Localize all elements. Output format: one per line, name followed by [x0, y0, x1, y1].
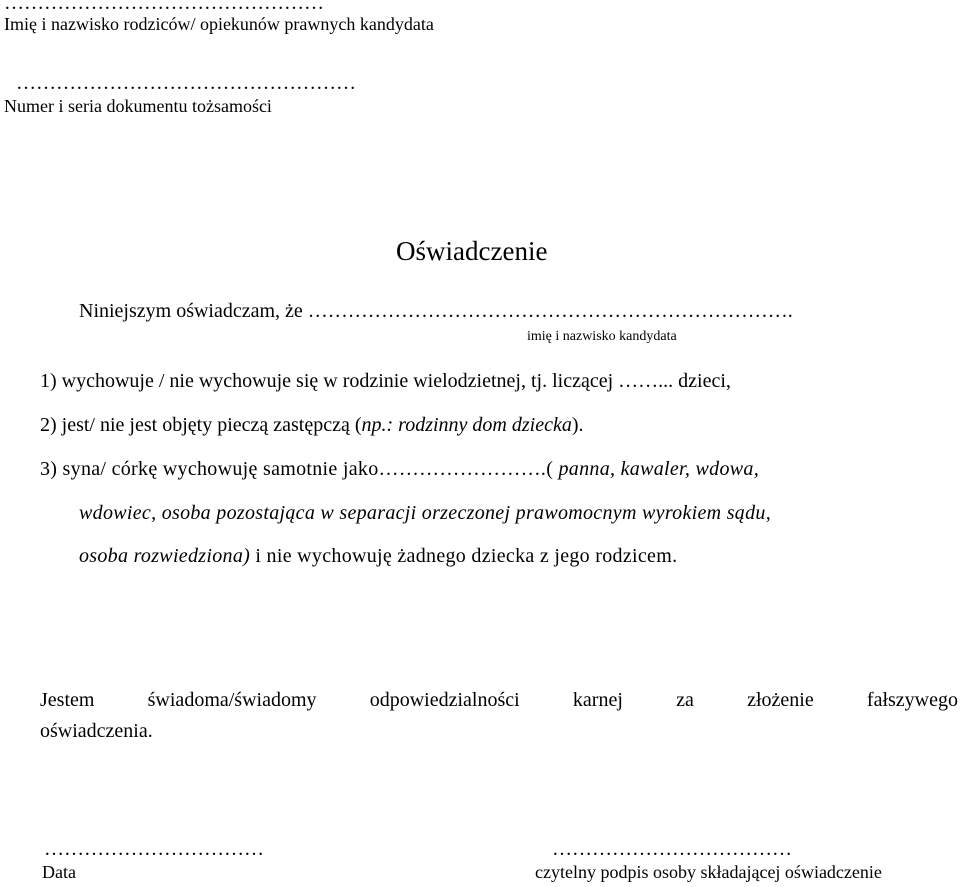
responsibility-line-1-text: Jestem świadoma/świadomy odpowiedzialności karnej za złożenie fałszywego [40, 689, 958, 711]
document-label: Numer i seria dokumentu tożsamości [4, 96, 272, 116]
item-3-line-3-italic: osoba rozwiedziona) [79, 545, 251, 567]
item-2-prefix: 2) jest/ nie jest objęty pieczą zastępczą ( [40, 414, 362, 436]
signature-dots: ……………………………… [552, 838, 792, 860]
date-dots: …………………………… [44, 838, 264, 860]
declaration-intro: Niniejszym oświadczam, że ………………………………………………………………. [79, 300, 793, 322]
item-3-line-3-rest: i nie wychowuję żadnego dziecka z jego rodzicem. [250, 545, 678, 567]
item-3-line-3 [79, 545, 677, 568]
signature-label: czytelny podpis osoby składającej oświadczenie [535, 862, 882, 882]
parents-label: Imię i nazwisko rodziców/ opiekunów prawnych kandydata [4, 14, 434, 34]
item-3-line-2-text: wdowiec, osoba pozostająca w separacji orzeczonej prawomocnym wyrokiem sądu, [79, 502, 771, 524]
item-3-prefix: 3) syna/ córkę wychowuję samotnie jako…………………….( [40, 458, 554, 480]
responsibility-line-1 [40, 689, 958, 712]
item-1: 1) wychowuje / nie wychowuje się w rodzinie wielodzietnej, tj. liczącej ……... dzieci, [40, 370, 731, 392]
item-2 [40, 414, 584, 437]
item-2-italic: np.: rodzinny dom dziecka [361, 414, 572, 436]
item-2-suffix: ). [571, 414, 584, 436]
item-3-line-2 [79, 502, 771, 525]
parents-dots: ………………………………………… [4, 0, 324, 14]
responsibility-line-2: oświadczenia. [40, 720, 153, 742]
candidate-label: imię i nazwisko kandydata [527, 329, 677, 344]
page-title: Oświadczenie [396, 236, 548, 266]
item-3-line-1 [40, 458, 759, 481]
item-3-italic: panna, kawaler, wdowa, [553, 458, 759, 480]
date-label: Data [42, 862, 76, 882]
document-dots: …………………………………………… [16, 72, 356, 94]
